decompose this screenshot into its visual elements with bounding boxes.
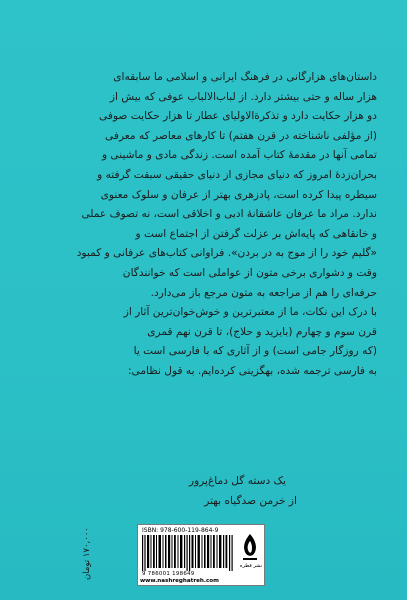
publisher-website: www.nashreghatreh.com	[140, 578, 219, 584]
blurb-line: سیطره پیدا کرده است، پادزهری بهتر از عرفان و سلوک معنوی	[100, 188, 377, 201]
barcode-label	[137, 524, 265, 586]
blurb-line: ندارد. مراد ما عرفان عاشقانهٔ ادبی و اخلاقی است، نه تصوف عملی	[81, 208, 377, 221]
blurb-line: هزار ساله و حتی بیشتر دارد. از لباب‌الالباب عوفی که بیش از	[109, 90, 377, 103]
blurb-line: «گلیم خود را از موج به در بردن». فراوانی کتاب‌های عرفانی و کمبود	[76, 247, 377, 260]
blurb-line: تمامی آنها در مقدمهٔ کتاب آمده است. زندگی مادی و ماشینی و	[101, 149, 377, 162]
blurb-line: داستان‌های هزارگانی در فرهنگ ایرانی و اسلامی ما سابقه‌ای	[113, 71, 377, 83]
barcode-number: 9 786001 198649	[142, 571, 195, 577]
publisher-logo-icon	[240, 533, 260, 561]
poem-line-1: یک دسته گل دماغ‌پرور	[188, 475, 286, 487]
poem-line-2: از خرمن صدگیاه بهتر	[204, 495, 297, 507]
blurb-line: حرفه‌ای را هم از مراجعه به متون مرجع باز می‌دارد.	[150, 286, 377, 299]
blurb-line: با درک این نکات، ما از معتبرترین و خوش‌خوان‌ترین آثار از	[123, 306, 377, 319]
blurb-line: و خانقاهی که پایه‌اش بر عزلت گرفتن از اجتماع است و	[135, 227, 377, 240]
cover-blurb	[44, 68, 377, 382]
blurb-line: قرن سوم و چهارم (بایزید و حلاج)، تا قرن نهم قمری	[147, 325, 377, 338]
blurb-line: (از مؤلفی ناشناخته در قرن هفتم) تا کارهای معاصر که معرفی	[105, 129, 377, 142]
barcode-icon	[142, 535, 234, 571]
blurb-line: (که روزگار جامی است) و از آثاری که با فارسی است یا	[133, 345, 377, 358]
price-label: ۱۷۰,۰۰۰ تومان	[82, 527, 92, 580]
blurb-line: بحران‌زدهٔ امروز که دنیای مجازی از دنیای حقیقی سبقت گرفته و	[97, 168, 377, 181]
isbn-text: ISBN: 978-600-119-864-9	[142, 527, 219, 534]
blurb-line: به فارسی ترجمه شده، بهگزینی کرده‌ایم. به قول نظامی:	[127, 364, 377, 377]
publisher-logo-text: نشر قطره	[239, 563, 262, 569]
blurb-line: وقت و دشواری برخی متون از عواملی است که خوانندگان	[122, 266, 377, 279]
blurb-line: دو هزار حکایت دارد و تذکرةالاولیای عطار تا هزار حکایت صوفی	[99, 110, 377, 123]
